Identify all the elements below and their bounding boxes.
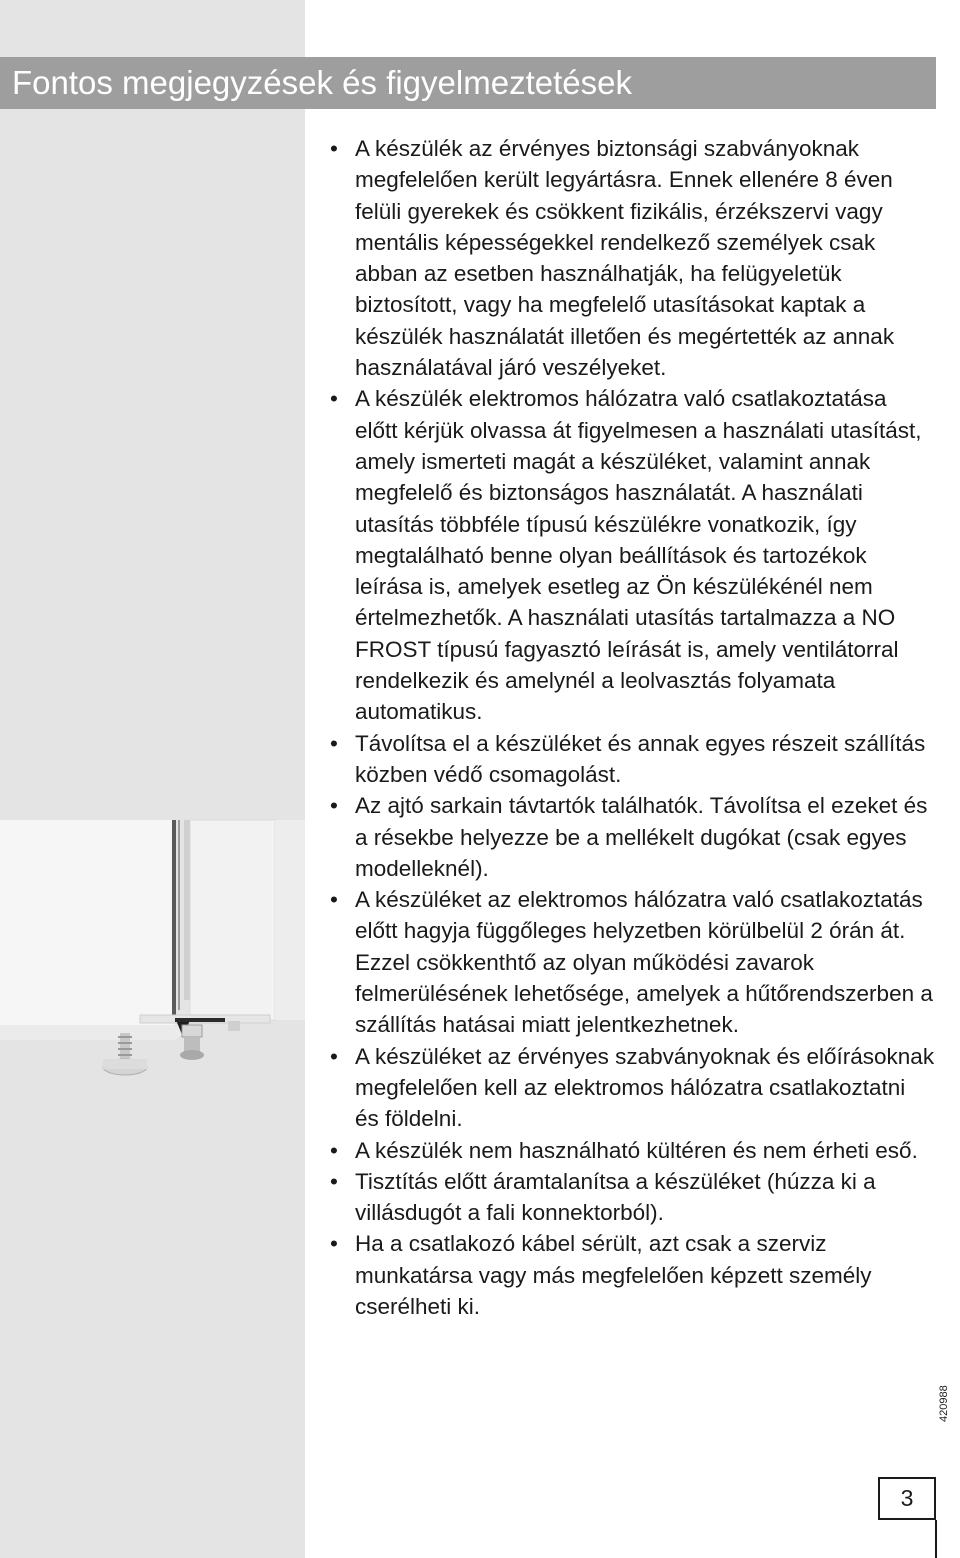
- left-gray-panel: [0, 0, 305, 1558]
- list-item-text: A készülék az érvényes biztonsági szabványoknak megfelelően került legyártásra. Ennek ellenére 8 éven felüli gyerekek és csökkent fizikális, érzékszervi vagy mentális képességekkel rendelkező személyek csak abban az esetben használhatják, ha felügyeletük biztosított, vagy ha megfelelő utasításokat kaptak a készülék használatát illetően és megértették az annak használatával járó veszélyeket.: [355, 136, 895, 381]
- list-item: [330, 383, 935, 727]
- document-code: 420988: [938, 1385, 950, 1422]
- list-item-text: Az ajtó sarkain távtartók találhatók. Távolítsa el ezeket és a résekbe helyezze be a mellékelt dugókat (csak egyes modelleknél).: [355, 793, 928, 881]
- bullet-icon: •: [330, 730, 338, 756]
- list-item: [330, 1135, 935, 1166]
- list-item-text: A készülék nem használható kültéren és nem érheti eső.: [355, 1137, 918, 1163]
- list-item: [330, 1041, 935, 1135]
- list-item: [330, 884, 935, 1040]
- page-number: 3: [900, 1485, 914, 1511]
- fridge-door-spacer-illustration: [0, 815, 305, 1081]
- bullet-icon: •: [330, 887, 338, 913]
- list-item-text: Ha a csatlakozó kábel sérült, azt csak a szerviz munkatársa vagy más megfelelően képzett személy cserélheti ki.: [355, 1231, 872, 1319]
- section-title: Fontos megjegyzések és figyelmeztetések: [12, 64, 632, 101]
- list-item: [330, 1166, 935, 1229]
- list-item: [330, 790, 935, 884]
- list-item: [330, 133, 935, 383]
- page-number-box: [878, 1477, 936, 1520]
- list-item: [330, 1228, 935, 1322]
- list-item-text: Tisztítás előtt áramtalanítsa a készüléket (húzza ki a villásdugót a fali konnektorból).: [355, 1168, 876, 1226]
- refrigerator-door-spacer-icon: [0, 815, 305, 1081]
- list-item: [330, 728, 935, 791]
- bullet-icon: •: [330, 1231, 338, 1257]
- page-edge-line: [935, 1520, 937, 1558]
- section-header-bar: [0, 57, 936, 109]
- bullet-icon: •: [330, 1168, 338, 1194]
- bullet-icon: •: [330, 386, 338, 412]
- list-item-text: A készüléket az elektromos hálózatra való csatlakoztatás előtt hagyja függőleges helyzetben körülbelül 2 órán át. Ezzel csökkenthtő az olyan működési zavarok felmerülésének lehetősége, amelyek a hűtőrendszerben a szállítás hatásai miatt jelentkezhetnek.: [355, 887, 933, 1038]
- bullet-icon: •: [330, 136, 338, 161]
- list-item-text: A készülék elektromos hálózatra való csatlakoztatása előtt kérjük olvassa át figyelmesen a használati utasítást, amely ismerteti magát a készüléket, valamint annak megfelelő és biztonságos használatát. A használati utasítás többféle típusú készülékre vonatkozik, így megtalálható benne olyan beállítások és tartozékok leírása is, amelyek esetleg az Ön készülékénél nem értelmezhetők. A használati utasítás tartalmazza a NO FROST típusú fagyasztó leírását is, amely ventilátorral rendelkezik és amelynél a leolvasztás folyamata automatikus.: [355, 386, 922, 725]
- bullet-icon: •: [330, 1043, 338, 1069]
- list-item-text: Távolítsa el a készüléket és annak egyes részeit szállítás közben védő csomagolást.: [355, 730, 926, 787]
- bullet-icon: •: [330, 1137, 338, 1163]
- list-item-text: A készüléket az érvényes szabványoknak és előírásoknak megfelelően kell az elektromos hálózatra csatlakoztatni és földelni.: [355, 1043, 935, 1132]
- bullet-icon: •: [330, 793, 338, 819]
- warnings-list: [330, 133, 935, 1322]
